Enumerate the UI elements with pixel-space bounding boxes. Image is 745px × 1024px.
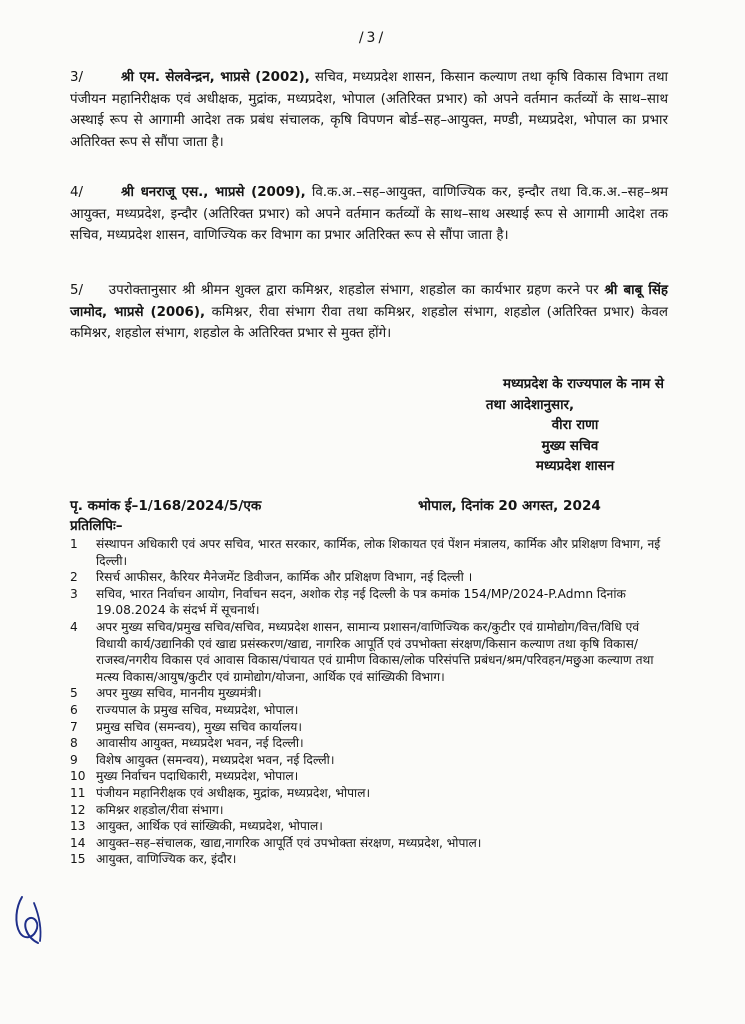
paragraph-number: 5/ (70, 283, 84, 298)
signature-block (420, 375, 670, 478)
officer-name: श्री धनराजू एस., भाप्रसे (2009), (121, 185, 306, 200)
paragraph-number: 3/ (70, 70, 84, 85)
officer-name: श्री एम. सेलवेन्द्रन, भाप्रसे (2002), (121, 70, 310, 85)
paragraph-text: कमिश्नर, रीवा संभाग रीवा तथा कमिश्नर, शहडोल संभाग, शहडोल (अतिरिक्त प्रभार) केवल कमिश्नर, शहडोल संभाग, शहडोल के अतिरिक्त प्रभार से मुक्त होंगे। (70, 304, 668, 341)
list-item: 7 प्रमुख सचिव (समन्वय), मुख्य सचिव कार्यालय। (70, 719, 302, 734)
list-item: 15 आयुक्त, वाणिज्यिक कर, इंदौर। (70, 852, 237, 867)
list-item: 13 आयुक्त, आर्थिक एवं सांख्यिकी, मध्यप्रदेश, भोपाल। (70, 819, 323, 834)
page-number: /3/ (358, 30, 387, 46)
list-item: 4 अपर मुख्य सचिव/प्रमुख सचिव/सचिव, मध्यप्रदेश शासन, सामान्य प्रशासन/वाणिज्यिक कर/कुटीर एवं ग्रामोद्योग/वित्त/विधि एवं विधायी कार्य/उद्यानिकी एवं खाद्य प्रसंस्करण/खाद्य, नागरिक आपूर्ति एवं उपभोक्ता संरक्षण/किसान कल्याण तथा कृषि विकास/राजस्व/नगरीय विकास एवं आवास विकास/पंचायत एवं ग्रामीण विकास/लोक परिसंपत्ति प्रबंधन/श्रम/परिवहन/मछुआ कल्याण तथा मत्स्य विकास/आयुष/कुटीर एवं ग्रामोद्योग/योजना, आर्थिक एवं सांख्यिकी विभाग। (70, 619, 654, 684)
list-item: 12 कमिश्नर शहडोल/रीवा संभाग। (70, 802, 224, 817)
handwritten-initials (12, 893, 50, 949)
order-paragraph-5 (70, 280, 668, 345)
list-item: 11 पंजीयन महानिरीक्षक एवं अधीक्षक, मुद्रांक, मध्यप्रदेश, भोपाल। (70, 785, 371, 800)
list-item: 1 संस्थापन अधिकारी एवं अपर सचिव, भारत सरकार, कार्मिक, लोक शिकायत एवं पेंशन मंत्रालय, कार्मिक और प्रशिक्षण विभाग, नई दिल्ली। (70, 537, 661, 568)
list-item: 14 आयुक्त–सह–संचालक, खाद्य,नागरिक आपूर्ति एवं उपभोक्ता संरक्षण, मध्यप्रदेश, भोपाल। (70, 835, 482, 850)
signature-line-2: तथा आदेशानुसार, (485, 397, 575, 413)
list-item: 8 आवासीय आयुक्त, मध्यप्रदेश भवन, नई दिल्ली। (70, 736, 304, 751)
paragraph-text: वि.क.अ.–सह–आयुक्त, वाणिज्यिक कर, इन्दौर तथा वि.क.अ.–सह–श्रम आयुक्त, मध्यप्रदेश, इन्दौर (अतिरिक्त प्रभार) को अपने वर्तमान कर्तव्यों के साथ–साथ अस्थाई रूप से आगामी आदेश तक सचिव, मध्यप्रदेश शासन, वाणिज्यिक कर विभाग का प्रभार अतिरिक्त रूप से सौंपा जाता है। (70, 185, 668, 243)
paragraph-text: सचिव, मध्यप्रदेश शासन, किसान कल्याण तथा कृषि विकास विभाग तथा पंजीयन महानिरीक्षक एवं अधीक्षक, मुद्रांक, मध्यप्रदेश, भोपाल (अतिरिक्त प्रभार) को अपने वर्तमान कर्तव्यों के साथ–साथ अस्थाई रूप से आगामी आदेश तक प्रबंध संचालक, कृषि विपणन बोर्ड–सह–आयुक्त, मण्डी, मध्यप्रदेश, भोपाल का प्रभार अतिरिक्त रूप से सौंपा जाता है। (70, 70, 668, 150)
paragraph-number: 4/ (70, 185, 84, 200)
signatory-designation: मुख्य सचिव (541, 438, 599, 454)
order-paragraph-4 (70, 182, 668, 247)
list-item: 5 अपर मुख्य सचिव, माननीय मुख्यमंत्री। (70, 686, 262, 701)
copy-heading: प्रतिलिपिः– (70, 518, 123, 534)
list-item: 3 सचिव, भारत निर्वाचन आयोग, निर्वाचन सदन, अशोक रोड़ नई दिल्ली के पत्र कमांक 154/MP/2024-P.Admn दिनांक 19.08.2024 के संदर्भ में सूचनार्थ। (70, 586, 626, 618)
paragraph-text-pre: उपरोक्तानुसार श्री श्रीमन शुक्ल द्वारा कमिश्नर, शहडोल संभाग, शहडोल का कार्यभार ग्रहण करने पर (103, 283, 605, 298)
order-paragraph-3 (70, 67, 668, 153)
list-item: 10 मुख्य निर्वाचन पदाधिकारी, मध्यप्रदेश, भोपाल। (70, 769, 299, 784)
signature-line-1: मध्यप्रदेश के राज्यपाल के नाम से (502, 377, 664, 392)
list-item: 9 विशेष आयुक्त (समन्वय), मध्यप्रदेश भवन, नई दिल्ली। (70, 752, 335, 767)
copy-list (70, 536, 670, 868)
signatory-name: वीरा राणा (551, 418, 599, 433)
reference-date: भोपाल, दिनांक 20 अगस्त, 2024 (418, 498, 601, 514)
signatory-office: मध्यप्रदेश शासन (535, 459, 615, 474)
list-item: 2 रिसर्च आफीसर, कैरियर मैनेजमेंट डिवीजन, कार्मिक और प्रशिक्षण विभाग, नई दिल्ली । (70, 570, 473, 585)
officer-name: श्री बाबू सिंह जामोद, भाप्रसे (2006), (70, 283, 668, 320)
reference-number: पृ. कमांक ई–1/168/2024/5/एक (70, 498, 262, 514)
list-item: 6 राज्यपाल के प्रमुख सचिव, मध्यप्रदेश, भोपाल। (70, 702, 299, 717)
